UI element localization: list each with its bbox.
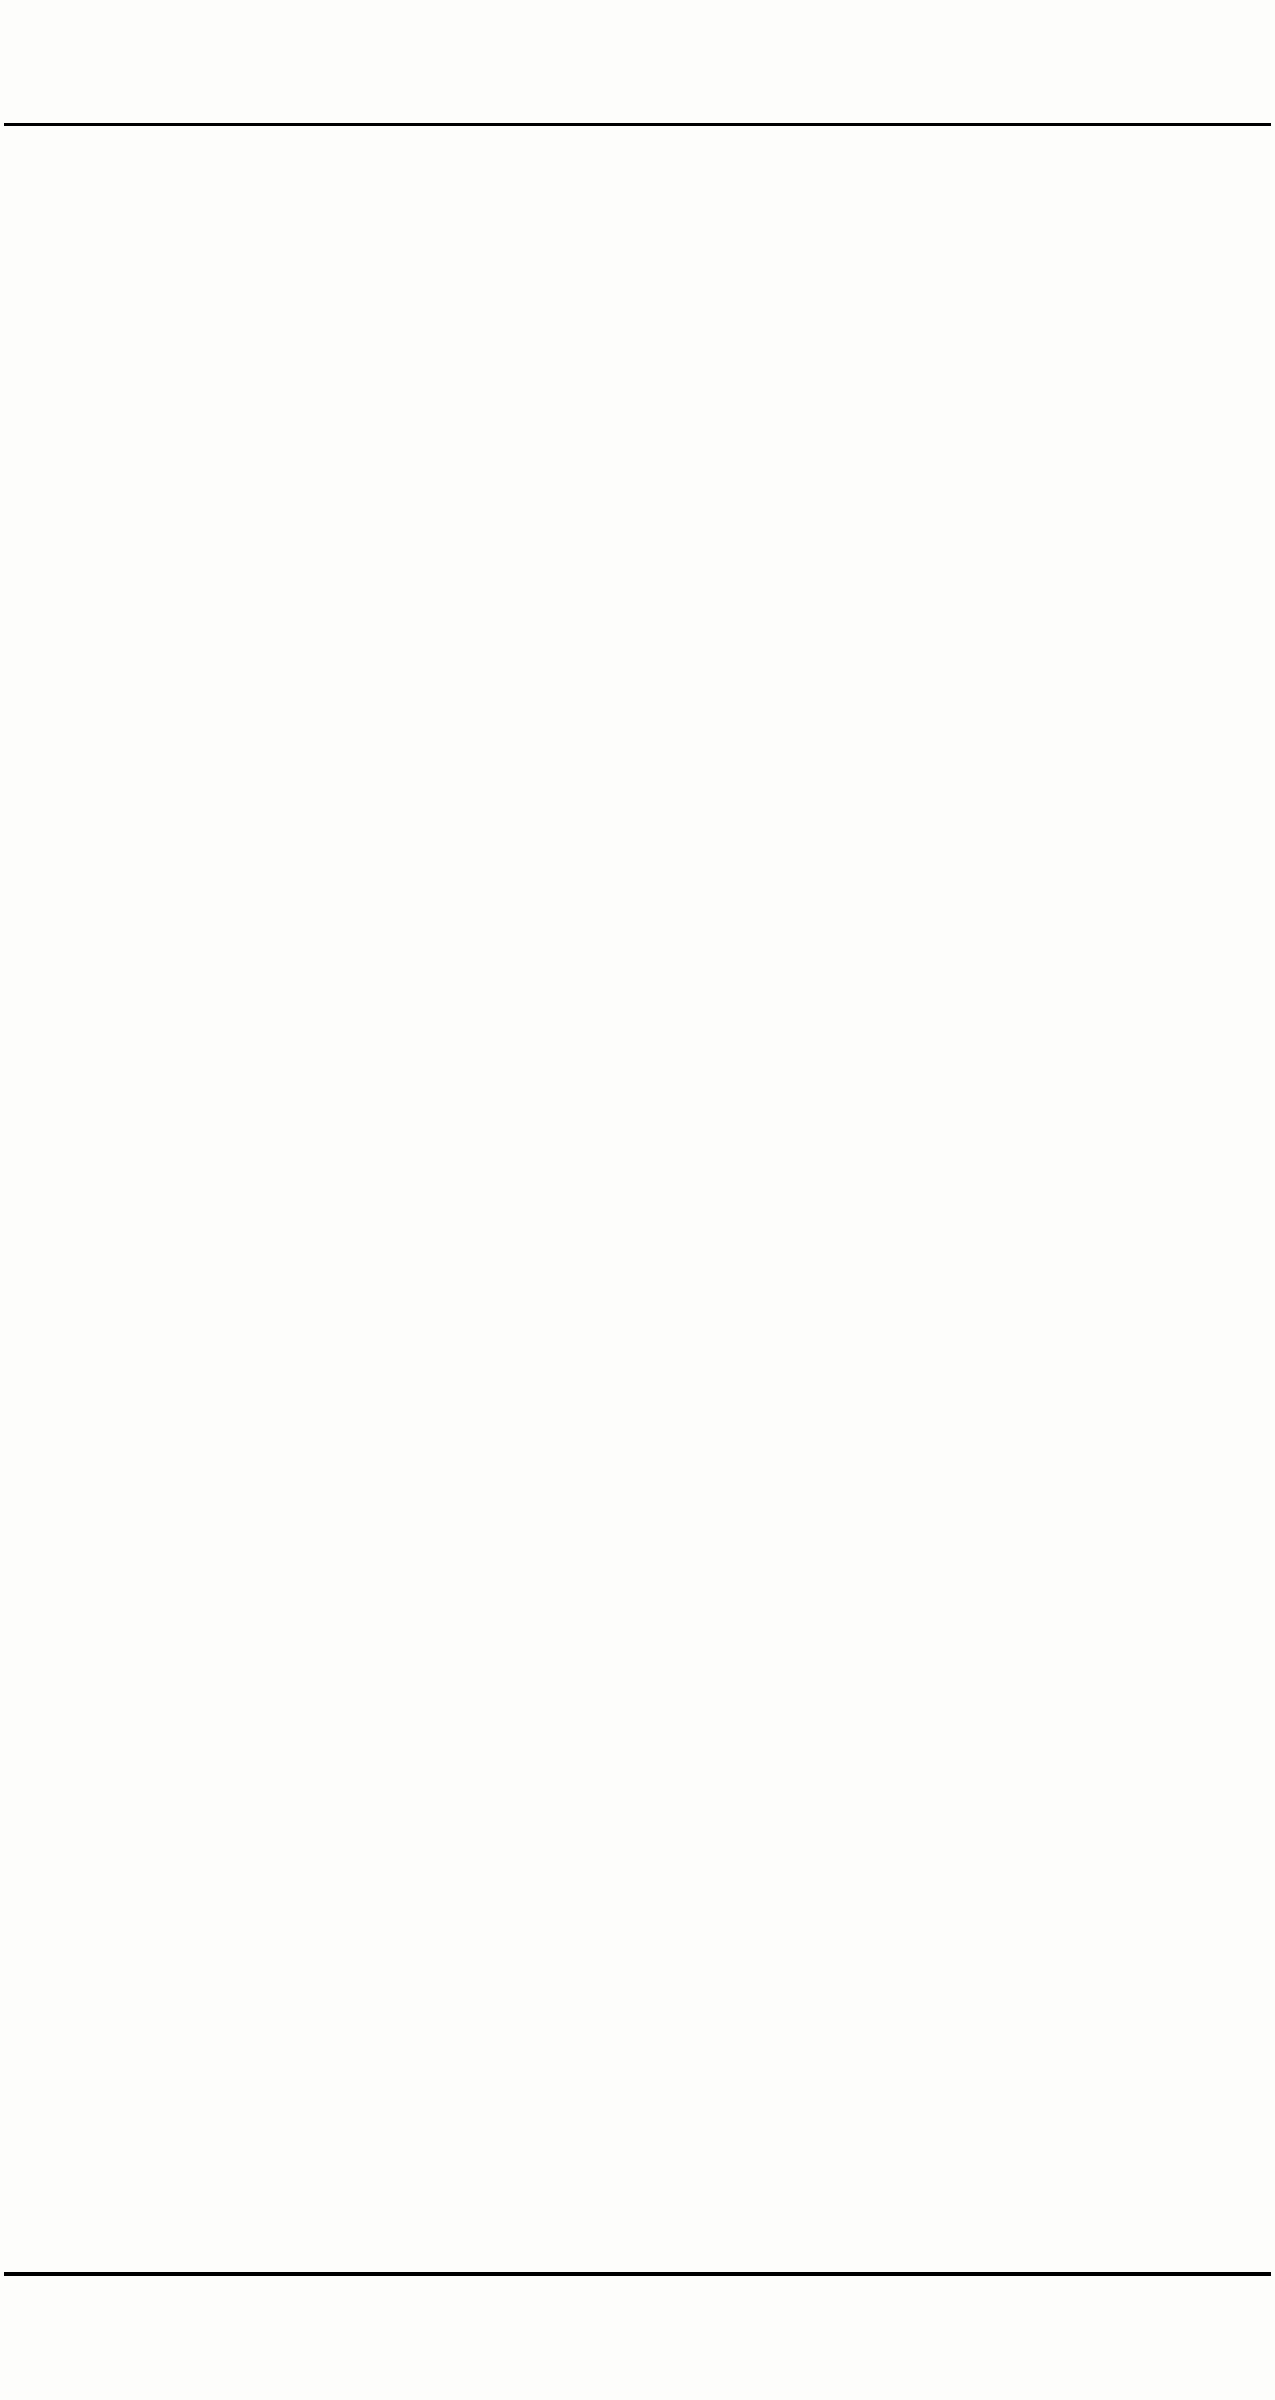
top-rule bbox=[4, 123, 1271, 126]
bottom-rule bbox=[4, 2272, 1271, 2276]
